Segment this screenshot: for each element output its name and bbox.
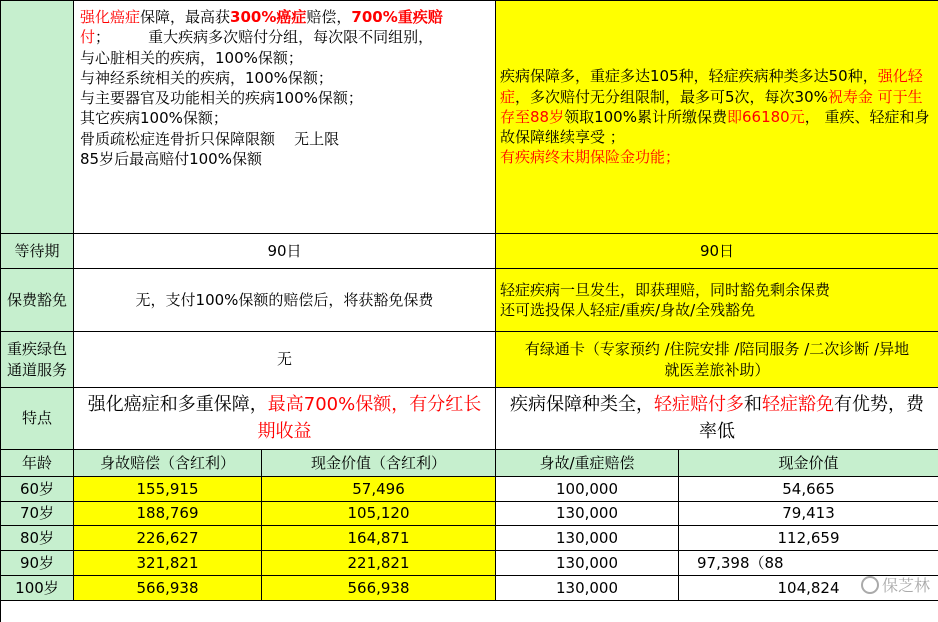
text-segment: 疾病保障种类全， — [510, 394, 654, 416]
desc-line: 骨质疏松症连骨折只保障限额 无上限 — [80, 129, 340, 148]
plan-a-description — [74, 1, 496, 234]
text-segment: 和 — [744, 394, 762, 416]
text-segment: 强化癌症和多重保障， — [87, 394, 268, 416]
text-cancer-emphasis: 强化癌症 — [80, 8, 141, 26]
table-cell: 566,938 — [262, 576, 496, 601]
row-label-blank — [1, 1, 74, 234]
table-cell: 54,665 — [679, 477, 938, 502]
table-cell: 130,000 — [496, 526, 679, 551]
desc-line: 与心脏相关的疾病，100%保额； — [80, 48, 303, 67]
plan-b-description — [496, 1, 938, 234]
desc-line: 还可选投保人轻症/重疾/身故/全残豁免 — [500, 301, 756, 319]
desc-line: 轻症疾病一旦发生，即获理赔，同时豁免剩余保费 — [500, 280, 831, 299]
desc-line: 85岁后最高赔付100%保额 — [80, 149, 262, 168]
table-cell: 226,627 — [74, 526, 262, 551]
plan-b-green-channel — [496, 332, 938, 388]
table-cell: 221,821 — [262, 551, 496, 576]
text-segment: ， 重疾、轻症和身故保障继续享受 ； — [500, 107, 930, 147]
table-cell: 130,000 — [496, 576, 679, 601]
label-waiting-period: 等待期 — [1, 234, 74, 269]
table-cell: 104,824 — [679, 576, 938, 601]
table-cell: 164,871 — [262, 526, 496, 551]
table-cell: 155,915 — [74, 477, 262, 502]
text-segment: 领取100%累计所缴保费 — [564, 107, 727, 126]
text-300-cancer: 300%癌症 — [230, 8, 307, 26]
plan-b-waiver — [496, 269, 938, 332]
text-segment: 有疾病终末期保险金功能； — [500, 148, 681, 167]
plan-a-features — [74, 388, 496, 450]
table-cell: 100,000 — [496, 477, 679, 502]
header-cash-value: 现金价值 — [679, 450, 938, 477]
table-cell-age: 80岁 — [1, 526, 74, 551]
table-cell: 188,769 — [74, 502, 262, 526]
table-cell: 105,120 — [262, 502, 496, 526]
watermark-text: 保芝林 — [881, 576, 930, 595]
text-segment: 赔偿， — [306, 8, 352, 26]
table-cell: 566,938 — [74, 576, 262, 601]
text-segment: 最高700%保额，有分红长期收益 — [257, 394, 482, 442]
header-cash-value-dividend: 现金价值（含红利） — [262, 450, 496, 477]
table-cell: 79,413 — [679, 502, 938, 526]
label-features: 特点 — [1, 388, 74, 450]
header-age: 年龄 — [1, 450, 74, 477]
desc-line: 与神经系统相关的疾病，100%保额； — [80, 68, 333, 87]
text-segment: 付 — [80, 28, 96, 47]
plan-a-waiver: 无，支付100%保额的赔偿后，将获豁免保费 — [74, 269, 496, 332]
table-cell-age: 90岁 — [1, 551, 74, 576]
text-segment: ，多次赔付无分组限制，最多可5次，每次30% — [515, 87, 828, 106]
label-premium-waiver: 保费豁免 — [1, 269, 74, 332]
plan-b-features — [496, 388, 938, 450]
wechat-icon — [861, 576, 879, 594]
text-700-critical: 700%重疾赔 — [351, 8, 443, 26]
table-cell-age: 100岁 — [1, 576, 74, 601]
text-segment: 疾病保障多，重症多达105种，轻症疾病种类多达50种， — [500, 67, 878, 86]
plan-b-waiting: 90日 — [496, 234, 938, 269]
table-cell: 130,000 — [496, 502, 679, 526]
table-cell: 57,496 — [262, 477, 496, 502]
table-cell: 321,821 — [74, 551, 262, 576]
text-segment: 有优势，费率低 — [699, 394, 924, 442]
header-death-critical-benefit: 身故/重症赔偿 — [496, 450, 679, 477]
table-cell: 112,659 — [679, 526, 938, 551]
watermark — [861, 573, 930, 596]
desc-line: 与主要器官及功能相关的疾病100%保额； — [80, 89, 363, 107]
plan-a-waiting: 90日 — [74, 234, 496, 269]
label-green-channel — [1, 332, 74, 388]
text-segment: 强化轻症 — [500, 67, 923, 106]
header-death-benefit: 身故赔偿（含红利） — [74, 450, 262, 477]
label-line: 重疾绿色 — [6, 340, 67, 359]
desc-line: 就医差旅补助） — [664, 360, 770, 379]
text-segment: 即66180元 — [726, 107, 805, 126]
desc-line: 其它疾病100%保额； — [80, 109, 228, 128]
table-cell: 97,398（88 — [679, 551, 938, 576]
text-segment: 轻症豁免 — [762, 394, 834, 416]
text-segment: 祝寿金 可于生存至88岁 — [500, 87, 923, 126]
text-segment: 保障，最高获 — [140, 8, 231, 26]
text-segment: 轻症赔付多 — [654, 394, 744, 416]
table-cell-age: 70岁 — [1, 502, 74, 526]
table-cell: 130,000 — [496, 551, 679, 576]
table-cell-age: 60岁 — [1, 477, 74, 502]
text-segment: ； 重大疾病多次赔付分组，每次限不同组别， — [95, 28, 434, 47]
plan-a-green-channel: 无 — [74, 332, 496, 388]
label-line: 通道服务 — [6, 360, 67, 379]
desc-line: 有绿通卡（专家预约 /住院安排 /陪同服务 /二次诊断 /异地 — [524, 340, 910, 359]
